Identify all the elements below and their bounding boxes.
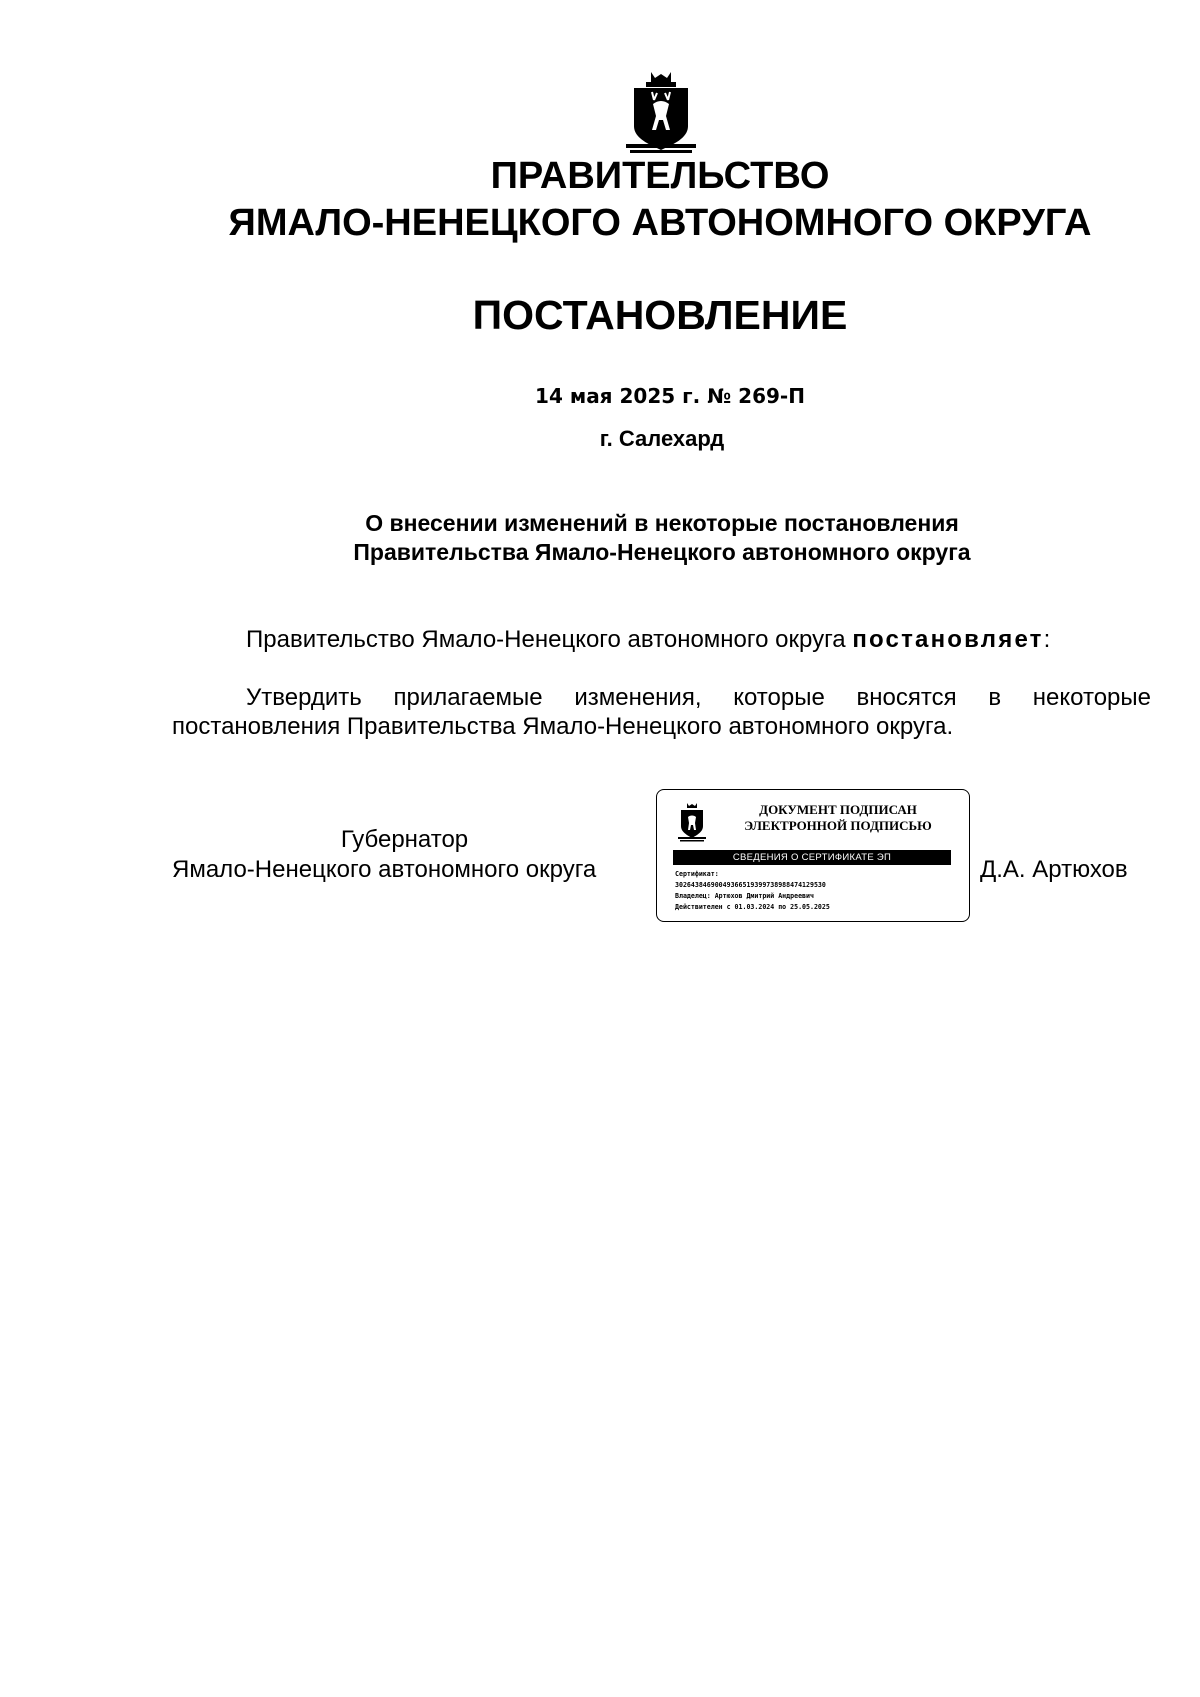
body-paragraph-line2: постановления Правительства Ямало-Ненецкого автономного округа. bbox=[172, 713, 954, 740]
government-name-line1: ПРАВИТЕЛЬСТВО bbox=[490, 155, 830, 197]
electronic-signature-stamp bbox=[656, 789, 970, 922]
document-subject-line1: О внесении изменений в некоторые постановления bbox=[365, 510, 959, 536]
certificate-info-bar: СВЕДЕНИЯ О СЕРТИФИКАТЕ ЭП bbox=[673, 850, 951, 865]
signatory-title-line2: Ямало-Ненецкого автономного округа bbox=[172, 856, 597, 883]
preamble-paragraph bbox=[246, 625, 1050, 655]
certificate-serial: 302643846900493665193997389884741295З0 bbox=[675, 881, 826, 889]
signatory-title-line1: Губернатор bbox=[340, 826, 469, 853]
document-place: г. Салехард bbox=[599, 426, 725, 451]
preamble-colon: : bbox=[1043, 626, 1051, 653]
certificate-owner: Владелец: Артюхов Дмитрий Андреевич bbox=[675, 892, 814, 900]
stamp-title-line1: ДОКУМЕНТ ПОДПИСАН bbox=[759, 802, 917, 817]
preamble-text: Правительство Ямало-Ненецкого автономного округа bbox=[246, 626, 853, 653]
signatory-name: Д.А. Артюхов bbox=[980, 856, 1128, 883]
government-name-line2: ЯМАЛО-НЕНЕЦКОГО АВТОНОМНОГО ОКРУГА bbox=[228, 202, 1092, 244]
stamp-title-line2: ЭЛЕКТРОННОЙ ПОДПИСЬЮ bbox=[744, 818, 932, 833]
document-type-title: ПОСТАНОВЛЕНИЕ bbox=[472, 292, 848, 338]
preamble-keyword: постановляет bbox=[852, 626, 1044, 653]
coat-of-arms-icon bbox=[624, 70, 698, 156]
body-paragraph-line1: Утвердить прилагаемые изменения, которые вносятся в некоторые bbox=[246, 684, 1151, 711]
document-subject-line2: Правительства Ямало-Ненецкого автономного округа bbox=[353, 539, 971, 565]
stamp-coat-of-arms-icon bbox=[677, 802, 707, 842]
certificate-validity: Действителен с 01.03.2024 по 25.05.2025 bbox=[675, 903, 830, 911]
document-date-number: 14 мая 2025 г. № 269-П bbox=[535, 384, 805, 408]
certificate-label: Сертификат: bbox=[675, 870, 719, 878]
